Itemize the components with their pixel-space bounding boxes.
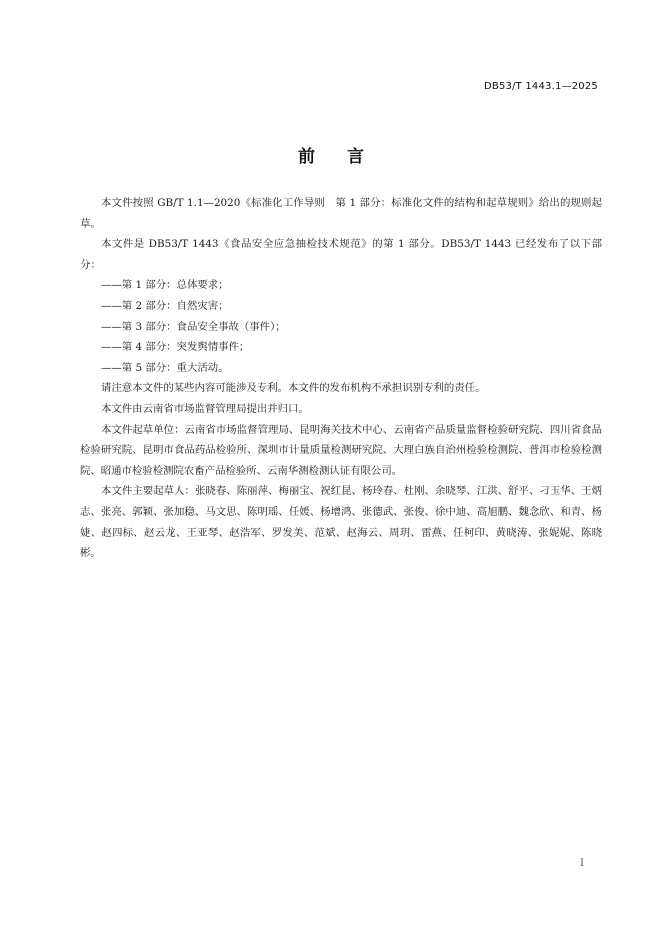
- paragraph-patent-notice: 请注意本文件的某些内容可能涉及专利。本文件的发布机构不承担识别专利的责任。: [101, 382, 486, 395]
- document-number: DB53/T 1443.1—2025: [484, 81, 598, 92]
- list-item: ——第 5 部分：重大活动。: [101, 361, 229, 374]
- paragraph-standard-series: 本文件是 DB53/T 1443《食品安全应急抽检技术规范》的第 1 部分。DB53/T 1443 已经发布了以下部分：: [80, 238, 602, 271]
- page-number: I: [580, 858, 584, 869]
- paragraph-proposer: 本文件由云南省市场监督管理局提出并归口。: [101, 402, 309, 415]
- page-title: 前言: [298, 147, 396, 167]
- document-body: [80, 193, 602, 564]
- list-item: ——第 1 部分：总体要求；: [101, 279, 229, 292]
- list-item: ——第 2 部分：自然灾害；: [101, 299, 229, 312]
- paragraph-drafting-units: 本文件起草单位：云南省市场监督管理局、昆明海关技术中心、云南省产品质量监督检验研究院、四川省食品检验研究院、昆明市食品药品检验所、深圳市计量质量检测研究院、大理白族自治州检验检测院、普洱市检验检测院、昭通市检验检测院农畜产品检验所、云南华测检测认证有限公司。: [80, 423, 602, 477]
- list-item: ——第 3 部分：食品安全事故（事件）；: [101, 320, 286, 333]
- list-item: ——第 4 部分：突发舆情事件；: [101, 341, 250, 354]
- paragraph-drafters: 本文件主要起草人：张晓春、陈丽萍、梅丽宝、祝红昆、杨玲春、杜刚、余晓琴、江洪、舒平、刁玉华、王炳志、张亮、郭颖、张加稳、马文思、陈明瑶、任媛、杨增鸿、张德武、张俊、徐中迪、高旭鹏、魏念欣、和青、杨婕、赵四标、赵云龙、王亚琴、赵浩军、罗发美、范斌、赵海云、周玥、雷燕、任柯印、黄晓涛、张妮妮、陈晓彬。: [80, 485, 602, 560]
- paragraph-drafting-rules: 本文件按照 GB/T 1.1—2020《标准化工作导则 第 1 部分：标准化文件的结构和起草规则》给出的规则起草。: [80, 197, 602, 230]
